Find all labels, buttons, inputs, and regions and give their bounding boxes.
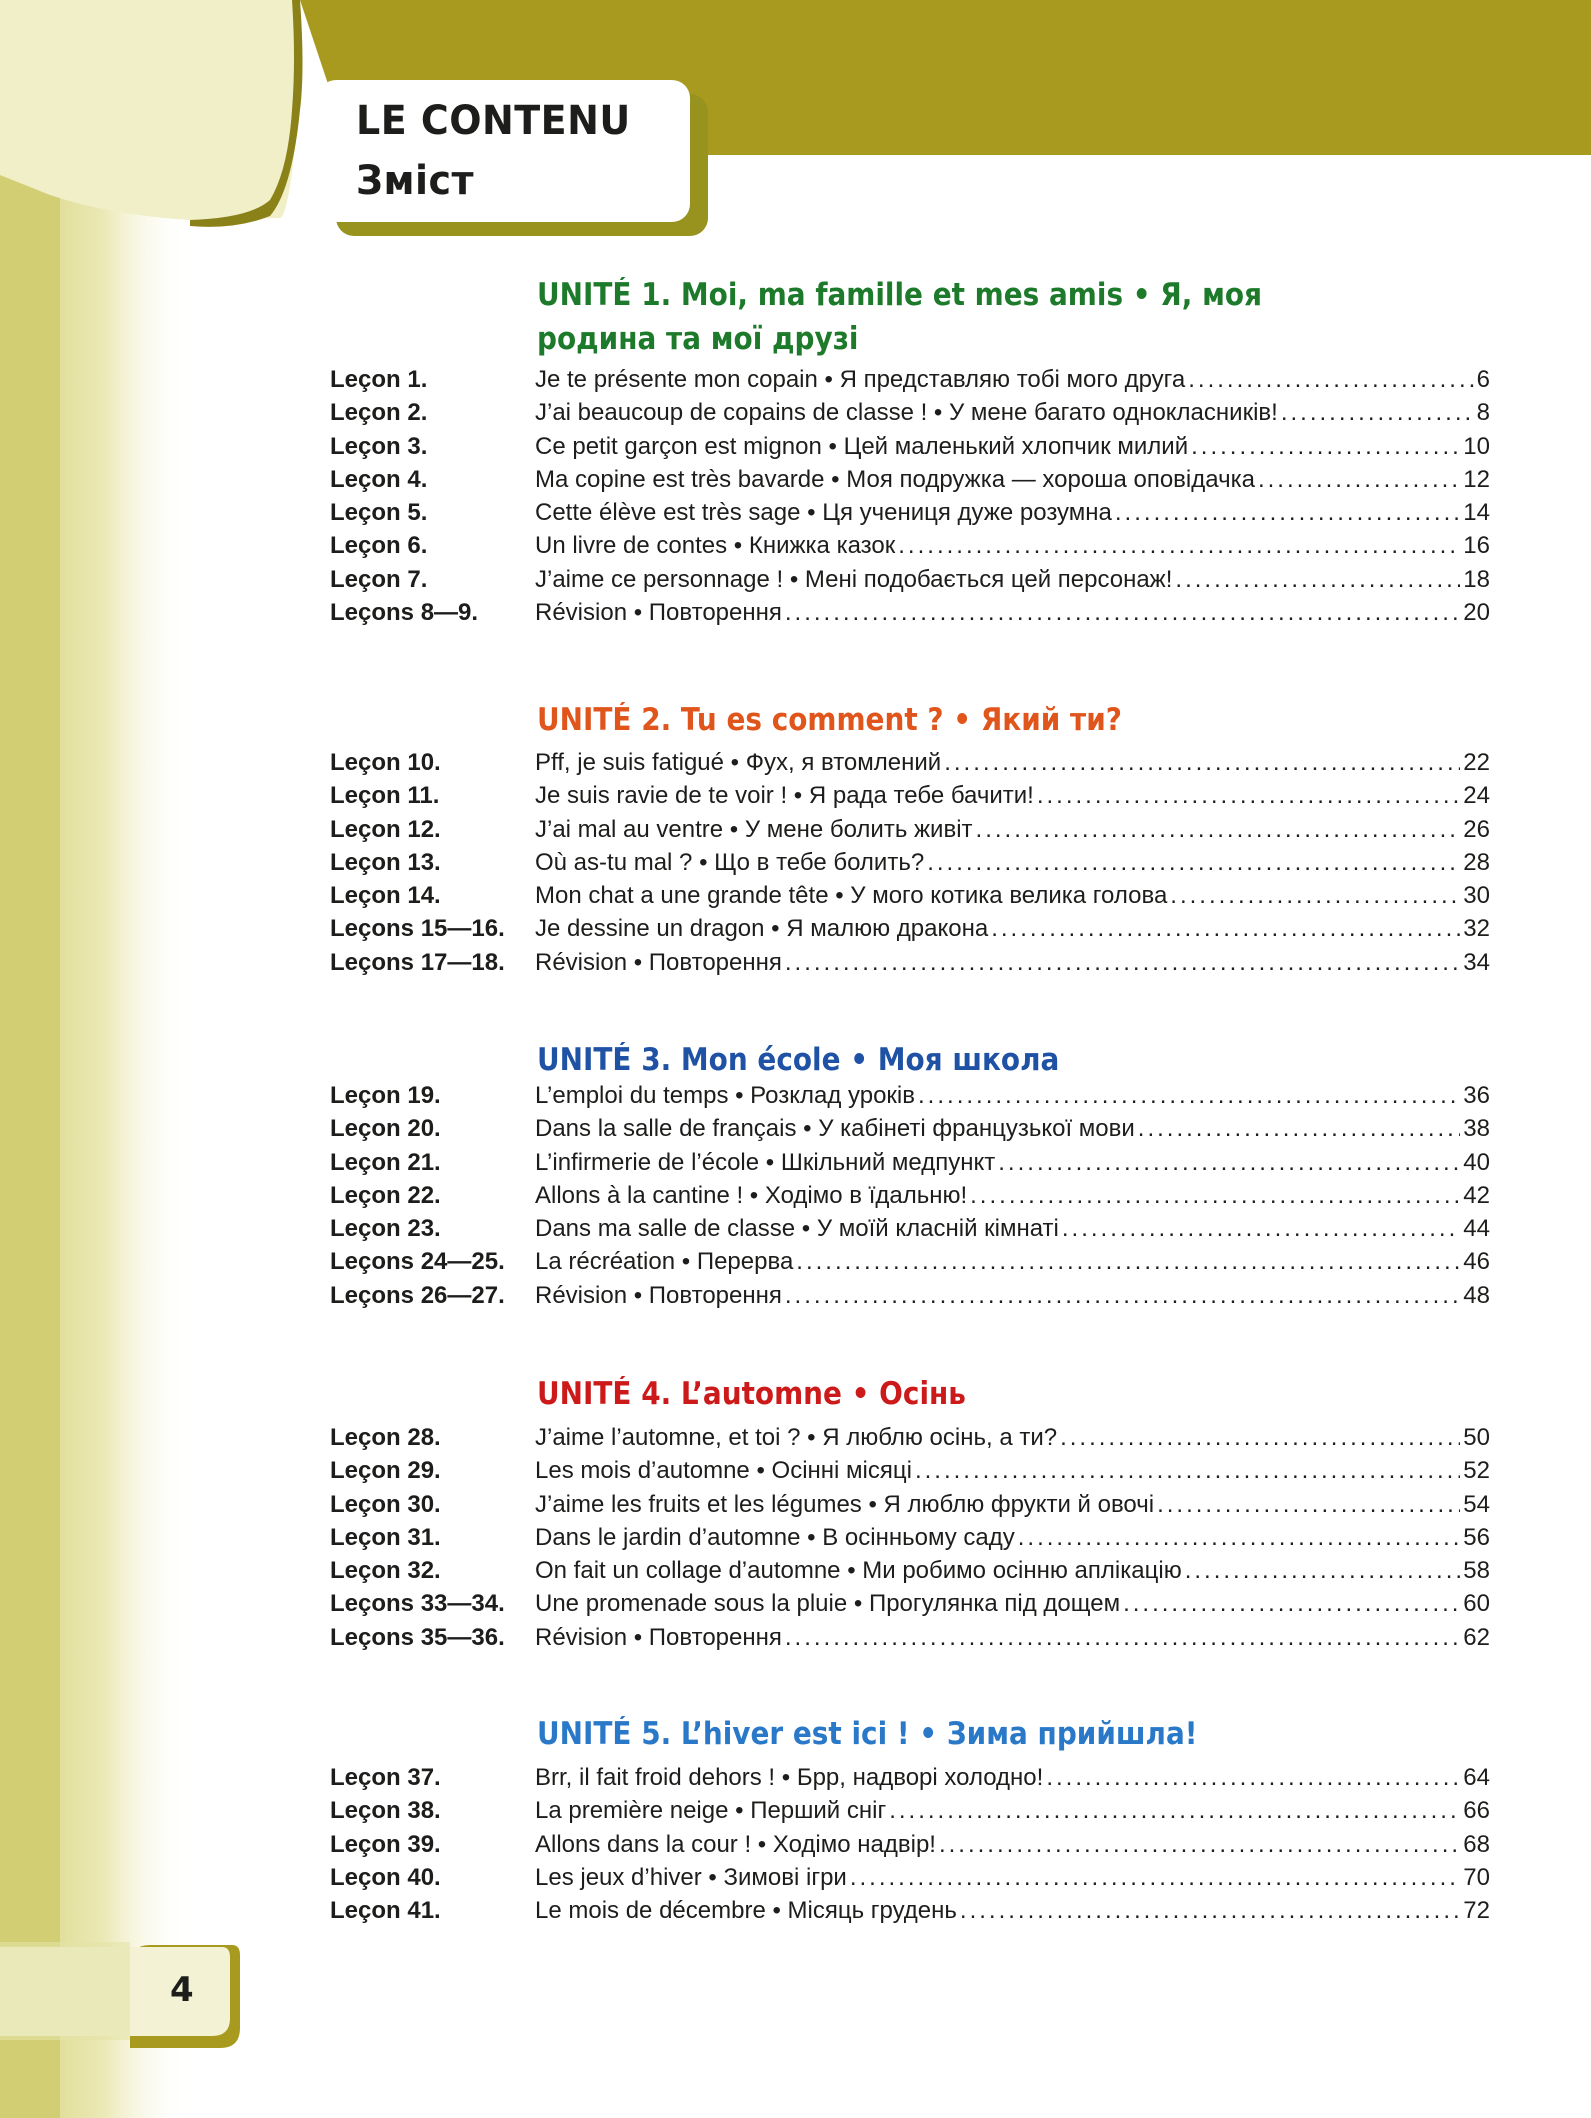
lesson-title: Dans le jardin d’automne • В осінньому саду [535,1523,1015,1551]
lesson-number: Leçon 28. [330,1424,441,1451]
dot-leader [998,1149,1460,1177]
dot-leader [1170,882,1460,910]
dot-leader [1115,499,1460,527]
lesson-page: 52 [1463,1457,1490,1485]
toc-row[interactable] [330,1457,1490,1490]
lesson-number: Leçon 4. [330,465,428,493]
unit-1-title: UNITÉ 1. Moi, ma famille et mes amis • Я, моя родина та мої друзі [537,277,1262,357]
lesson-title: J’aime les fruits et les légumes • Я люблю фрукти й овочі [535,1490,1155,1518]
dot-leader [1258,466,1460,494]
dot-leader [785,599,1460,627]
toc-row[interactable] [330,1424,1490,1457]
dot-leader [1281,399,1474,427]
lesson-number: Leçon 20. [330,1115,441,1143]
lesson-number: Leçon 23. [330,1215,441,1243]
lesson-page: 18 [1463,565,1490,593]
unit-4-title: UNITÉ 4. L’automne • Осінь [537,1376,966,1412]
dot-leader [1018,1524,1461,1552]
unit-1-lessons [330,366,1490,632]
dot-leader [970,1182,1460,1210]
dot-leader [991,915,1460,943]
lesson-page: 44 [1463,1215,1490,1243]
lesson-page: 40 [1463,1148,1490,1176]
lesson-number: Leçons 15—16. [330,915,505,943]
lesson-number: Leçon 7. [330,565,428,593]
unit-5-lessons [330,1764,1490,1930]
toc-row[interactable] [330,1215,1490,1248]
lesson-title: Ma copine est très bavarde • Моя подружка — хороша оповідачка [535,465,1255,493]
unit-4-lessons [330,1424,1490,1657]
toc-row[interactable] [330,1282,1490,1315]
lesson-number: Leçon 11. [330,782,440,810]
lesson-number: Leçon 3. [330,432,428,460]
lesson-number: Leçon 5. [330,499,428,527]
lesson-page: 36 [1463,1082,1490,1109]
lesson-page: 72 [1463,1897,1490,1925]
toc-row[interactable] [330,399,1490,432]
lesson-title: Mon chat a une grande tête • У мого котика велика голова [535,882,1168,910]
lesson-number: Leçon 40. [330,1863,441,1891]
dot-leader [1191,433,1460,461]
lesson-title: Je suis ravie de te voir ! • Я рада тебе бачити! [535,782,1034,810]
lesson-title: Le mois de décembre • Місяць грудень [535,1897,957,1925]
dot-leader [927,849,1460,877]
lesson-number: Leçons 33—34. [330,1590,505,1618]
lesson-title: Révision • Повторення [535,948,782,976]
lesson-title: J’aime l’automne, et toi ? • Я люблю осінь, а ти? [535,1424,1058,1451]
lesson-number: Leçon 39. [330,1830,441,1858]
lesson-title: Je dessine un dragon • Я малюю дракона [535,915,989,943]
lesson-page: 70 [1463,1863,1490,1891]
toc-row[interactable] [330,1082,1490,1115]
dot-leader [850,1864,1460,1892]
lesson-page: 48 [1463,1281,1490,1309]
toc-row[interactable] [330,949,1490,982]
lesson-number: Leçons 24—25. [330,1248,505,1276]
dot-leader [915,1457,1460,1485]
dot-leader [960,1897,1460,1925]
dot-leader [1157,1491,1460,1519]
lesson-number: Leçon 6. [330,532,428,560]
lesson-title: La première neige • Перший сніг [535,1797,887,1825]
unit-3-lessons [330,1082,1490,1315]
lesson-title: La récréation • Перерва [535,1248,794,1276]
lesson-number: Leçon 38. [330,1797,441,1825]
lesson-page: 20 [1463,599,1490,627]
lesson-title: Un livre de contes • Книжка казок [535,532,896,560]
unit-5-title: UNITÉ 5. L’hiver est ici ! • Зима прийшла! [537,1716,1198,1752]
toc-row[interactable] [330,1491,1490,1524]
dot-leader [796,1248,1460,1276]
lesson-title: Une promenade sous la pluie • Прогулянка під дощем [535,1590,1121,1618]
lesson-number: Leçon 41. [330,1897,441,1925]
lesson-page: 30 [1463,882,1490,910]
lesson-page: 56 [1463,1523,1490,1551]
lesson-title: Je te présente mon copain • Я представляю тобі мого друга [535,366,1186,393]
unit-2-title: UNITÉ 2. Tu es comment ? • Який ти? [537,702,1122,738]
lesson-page: 24 [1463,782,1490,810]
lesson-page: 8 [1476,399,1490,427]
dot-leader [785,1624,1460,1652]
dot-leader [944,749,1460,777]
lesson-number: Leçon 29. [330,1457,441,1485]
unit-3-title: UNITÉ 3. Mon école • Моя школа [537,1042,1060,1078]
toc-row[interactable] [330,782,1490,815]
dot-leader [1188,366,1473,394]
lesson-title: Où as-tu mal ? • Що в тебе болить? [535,848,925,876]
toc-row[interactable] [330,433,1490,466]
toc-row[interactable] [330,816,1490,849]
dot-leader [898,532,1460,560]
toc-row[interactable] [330,499,1490,532]
lesson-number: Leçons 35—36. [330,1623,505,1651]
lesson-page: 16 [1463,532,1490,560]
lesson-page: 12 [1463,465,1490,493]
lesson-page: 54 [1463,1490,1490,1518]
lesson-page: 46 [1463,1248,1490,1276]
lesson-page: 68 [1463,1830,1490,1858]
lesson-title: J’ai mal au ventre • У мене болить живіт [535,815,973,843]
dot-leader [918,1082,1460,1110]
lesson-title: Révision • Повторення [535,1623,782,1651]
dot-leader [1123,1590,1460,1618]
lesson-page: 28 [1463,848,1490,876]
toc-row[interactable] [330,1864,1490,1897]
lesson-title: Ce petit garçon est mignon • Цей маленький хлопчик милий [535,432,1189,460]
lesson-number: Leçons 26—27. [330,1281,505,1309]
lesson-page: 6 [1476,366,1490,393]
top-left-fold [0,0,300,220]
lesson-title: Cette élève est très sage • Ця учениця дуже розумна [535,499,1112,527]
toc-row[interactable] [330,566,1490,599]
lesson-title: Dans ma salle de classe • У моїй класній кімнаті [535,1215,1059,1243]
lesson-title: Révision • Повторення [535,599,782,627]
toc-row[interactable] [330,599,1490,632]
lesson-title: J’ai beaucoup de copains de classe ! • У мене багато однокласників! [535,399,1278,427]
lesson-page: 32 [1463,915,1490,943]
lesson-page: 50 [1463,1424,1490,1451]
toc-row[interactable] [330,1624,1490,1657]
toc-row[interactable] [330,366,1490,399]
dot-leader [1175,566,1460,594]
lesson-title: L’emploi du temps • Розклад уроків [535,1082,916,1109]
lesson-title: Dans la salle de français • У кабінеті французької мови [535,1115,1135,1143]
dot-leader [1062,1215,1460,1243]
lesson-number: Leçon 19. [330,1082,441,1109]
lesson-page: 14 [1463,499,1490,527]
page-subtitle: Зміст [356,158,475,204]
lesson-title: Allons à la cantine ! • Ходімо в їдальню! [535,1181,968,1209]
lesson-page: 26 [1463,815,1490,843]
dot-leader [1046,1764,1460,1792]
lesson-number: Leçon 1. [330,366,428,393]
page-title: LE CONTENU [356,98,631,144]
toc-row[interactable] [330,1182,1490,1215]
dot-leader [976,816,1461,844]
lesson-number: Leçon 30. [330,1490,441,1518]
lesson-page: 42 [1463,1181,1490,1209]
lesson-title: Pff, je suis fatigué • Фух, я втомлений [535,749,942,776]
toc-row[interactable] [330,532,1490,565]
toc-row[interactable] [330,1764,1490,1797]
dot-leader [1138,1115,1461,1143]
toc-row[interactable] [330,1897,1490,1930]
lesson-number: Leçon 13. [330,848,441,876]
lesson-page: 60 [1463,1590,1490,1618]
dot-leader [1037,782,1460,810]
dot-leader [785,949,1460,977]
lesson-number: Leçon 14. [330,882,441,910]
toc-row[interactable] [330,1797,1490,1830]
toc-row[interactable] [330,466,1490,499]
lesson-number: Leçon 12. [330,815,441,843]
lesson-title: J’aime ce personnage ! • Мені подобається цей персонаж! [535,565,1173,593]
dot-leader [1060,1424,1460,1452]
lesson-page: 34 [1463,948,1490,976]
lesson-number: Leçon 10. [330,749,441,776]
lesson-title: Allons dans la cour ! • Ходімо надвір! [535,1830,936,1858]
toc-row[interactable] [330,1590,1490,1623]
toc-row[interactable] [330,915,1490,948]
dot-leader [939,1831,1460,1859]
lesson-page: 62 [1463,1623,1490,1651]
toc-row[interactable] [330,749,1490,782]
toc-row[interactable] [330,1831,1490,1864]
lesson-title: Les jeux d’hiver • Зимові ігри [535,1863,847,1891]
lesson-number: Leçon 37. [330,1764,441,1791]
lesson-title: Révision • Повторення [535,1281,782,1309]
lesson-title: Brr, il fait froid dehors ! • Брр, надворі холодно! [535,1764,1044,1791]
page-number: 4 [170,1970,194,2010]
toc-row[interactable] [330,1557,1490,1590]
lesson-title: Les mois d’automne • Осінні місяці [535,1457,912,1485]
unit-2-lessons [330,749,1490,982]
toc-row[interactable] [330,882,1490,915]
toc-row[interactable] [330,1248,1490,1281]
toc-row[interactable] [330,1149,1490,1182]
lesson-number: Leçon 31. [330,1523,441,1551]
lesson-number: Leçons 8—9. [330,599,479,627]
lesson-number: Leçons 17—18. [330,948,505,976]
lesson-number: Leçon 21. [330,1148,441,1176]
lesson-page: 22 [1463,749,1490,776]
lesson-title: On fait un collage d’automne • Ми робимо осінню аплікацію [535,1557,1182,1585]
lesson-page: 10 [1463,432,1490,460]
lesson-title: L’infirmerie de l’école • Шкільний медпункт [535,1148,996,1176]
toc-row[interactable] [330,1115,1490,1148]
lesson-number: Leçon 32. [330,1557,441,1585]
toc-row[interactable] [330,1524,1490,1557]
dot-leader [1185,1557,1461,1585]
lesson-number: Leçon 22. [330,1181,441,1209]
lesson-page: 64 [1463,1764,1490,1791]
lesson-number: Leçon 2. [330,399,428,427]
lesson-page: 66 [1463,1797,1490,1825]
dot-leader [889,1797,1460,1825]
dot-leader [785,1282,1460,1310]
toc-row[interactable] [330,849,1490,882]
lesson-page: 58 [1463,1557,1490,1585]
lesson-page: 38 [1463,1115,1490,1143]
